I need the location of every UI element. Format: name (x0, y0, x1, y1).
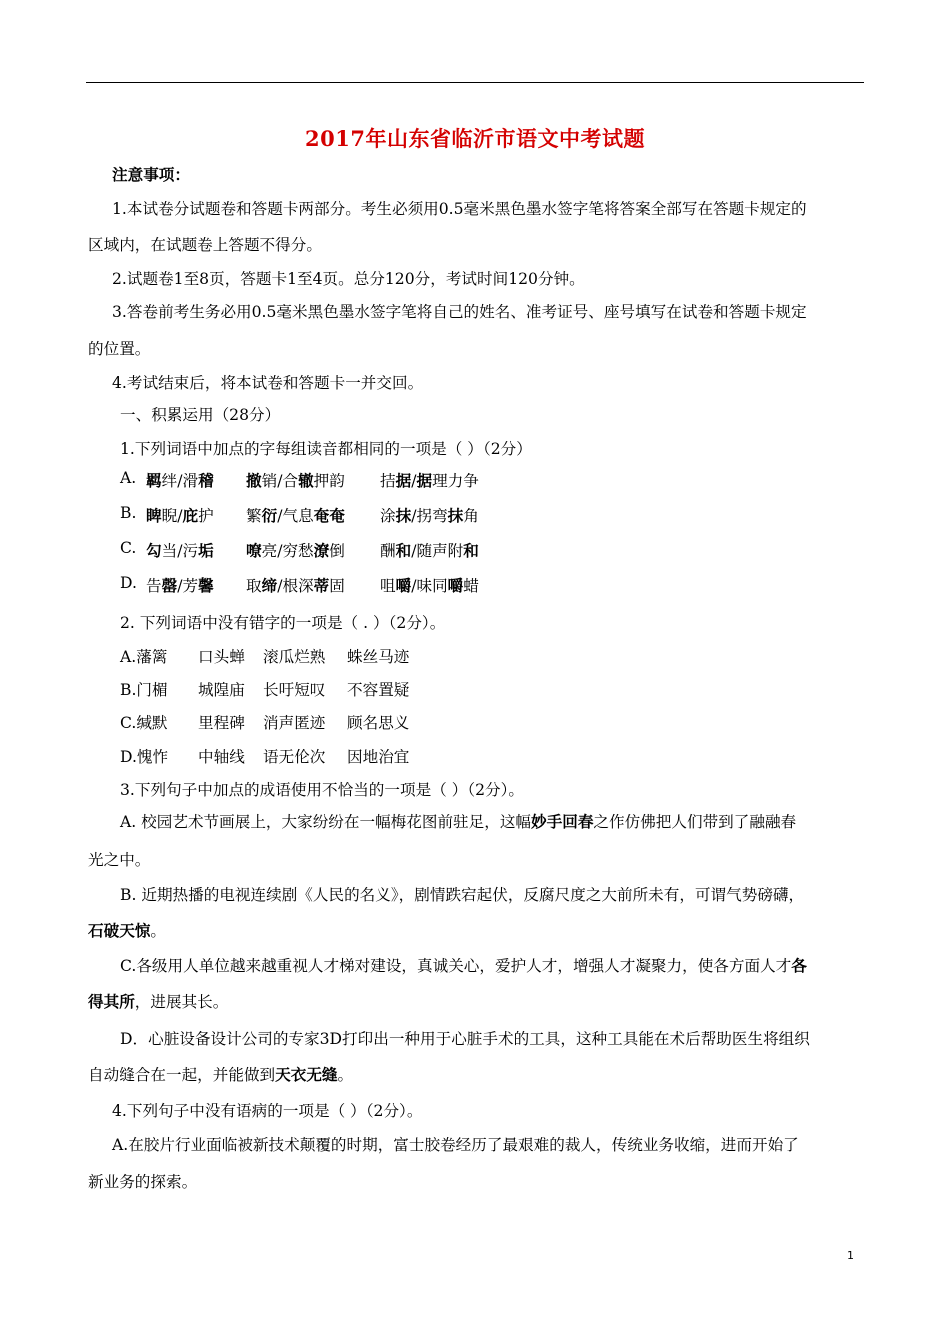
question-2-option-d: D.愧怍 中轴线 语无伦次 因地治宜 (120, 748, 410, 766)
question-4-option-a-cont: 新业务的探索。 (88, 1173, 198, 1191)
question-1-option-b: B. 睥睨/庇护 繁衍/气息奄奄 涂抹/拐弯抹角 (120, 504, 479, 525)
question-3-option-c-cont: 得其所，进展其长。 (88, 992, 229, 1011)
question-4-option-a: A.在胶片行业面临被新技术颠覆的时期，富士胶卷经历了最艰难的裁人，传统业务收缩，进而开始了 (112, 1136, 799, 1154)
page-number: 1 (847, 1249, 854, 1262)
notice-item-2: 2.试题卷1至8页，答题卡1至4页。总分120分，考试时间120分钟。 (112, 270, 585, 288)
question-1-option-c: C. 勾当/污垢 嘹亮/穷愁潦倒 酬和/随声附和 (120, 539, 479, 560)
notice-item-1-cont: 区域内，在试题卷上答题不得分。 (88, 236, 322, 254)
question-3-option-d-cont: 自动缝合在一起，并能做到天衣无缝。 (88, 1065, 354, 1084)
question-1-option-a: A. 羁绊/滑稽 撤销/合辙押韵 拮据/据理力争 (120, 469, 479, 490)
question-2-option-c: C.缄默 里程碑 消声匿迹 顾名思义 (120, 714, 410, 732)
question-2-option-a: A.藩篱 口头蝉 滚瓜烂熟 蛛丝马迹 (120, 648, 410, 666)
notice-item-3-cont: 的位置。 (88, 340, 151, 358)
question-2-option-b: B.门楣 城隍庙 长吁短叹 不容置疑 (120, 681, 410, 699)
question-2-stem: 2. 下列词语中没有错字的一项是（ . ）（2分）。 (120, 614, 446, 632)
question-3-stem: 3.下列句子中加点的成语使用不恰当的一项是（ ）（2分）。 (120, 781, 525, 799)
question-3-option-a-cont: 光之中。 (88, 851, 151, 869)
notice-heading: 注意事项： (112, 165, 190, 184)
question-4-stem: 4.下列句子中没有语病的一项是（ ）（2分）。 (112, 1102, 423, 1120)
question-3-option-d: D．心脏设备设计公司的专家3D打印出一种用于心脏手术的工具，这种工具能在术后帮助医生将组织 (120, 1030, 810, 1048)
question-1-option-d: D. 告罄/芳馨 取缔/根深蒂固 咀嚼/味同嚼蜡 (120, 574, 479, 595)
page-title: 2017年山东省临沂市语文中考试题 (305, 126, 645, 151)
question-3-option-b: B. 近期热播的电视连续剧《人民的名义》，剧情跌宕起伏，反腐尺度之大前所未有，可谓气势磅礴， (120, 886, 805, 904)
question-1-stem: 1.下列词语中加点的字每组读音都相同的一项是（ ）（2分） (120, 440, 532, 458)
question-3-option-c: C.各级用人单位越来越重视人才梯对建设，真诚关心，爱护人才，增强人才凝聚力，使各方面人才各 (120, 956, 807, 975)
section-heading: 一、积累运用（28分） (120, 406, 281, 424)
question-3-option-a: A. 校园艺术节画展上，大家纷纷在一幅梅花图前驻足，这幅妙手回春之作仿佛把人们带到了融融春 (120, 812, 797, 831)
notice-item-3: 3.答卷前考生务必用0.5毫米黑色墨水签字笔将自己的姓名、准考证号、座号填写在试卷和答题卡规定 (112, 303, 807, 321)
notice-item-4: 4.考试结束后，将本试卷和答题卡一并交回。 (112, 374, 424, 392)
header-rule (86, 82, 864, 83)
notice-item-1: 1.本试卷分试题卷和答题卡两部分。考生必须用0.5毫米黑色墨水签字笔将答案全部写在答题卡规定的 (112, 200, 807, 218)
question-3-option-b-cont: 石破天惊。 (88, 921, 166, 940)
